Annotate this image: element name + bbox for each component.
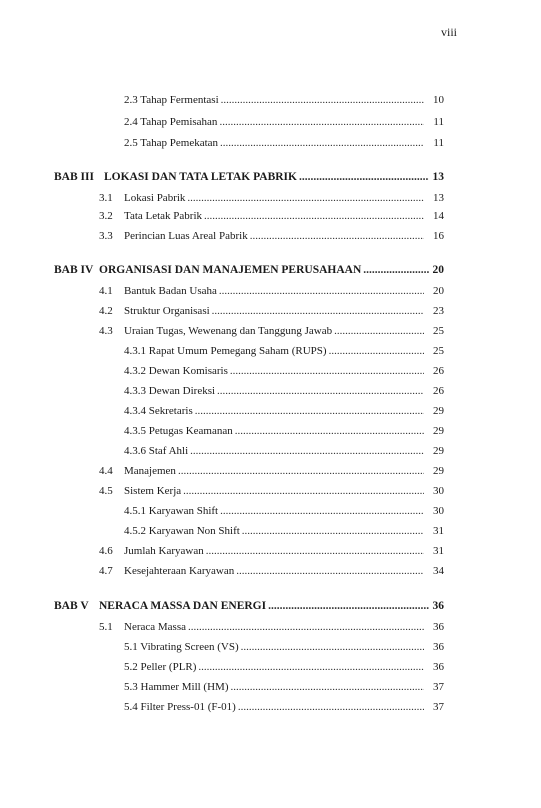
subsection-title: 4.3.3 Dewan Direksi <box>124 385 216 397</box>
page-ref: 36 <box>433 661 444 673</box>
section-title: Kesejahteraan Karyawan <box>124 565 235 577</box>
page-ref: 11 <box>433 116 444 128</box>
subsection-title: 4.3.2 Dewan Komisaris <box>124 365 228 377</box>
toc-subsection-entry <box>0 639 541 655</box>
subsection-title: 5.2 Peller (PLR) <box>124 661 197 673</box>
toc-subsection-entry <box>0 503 541 519</box>
toc-section-entry <box>0 208 541 224</box>
toc-section-entry <box>0 619 541 635</box>
section-title: Perincian Luas Areal Pabrik <box>124 230 248 242</box>
subsection-title: 4.3.5 Petugas Keamanan <box>124 425 233 437</box>
page-ref: 34 <box>433 565 444 577</box>
section-number: 4.1 <box>99 285 113 297</box>
page-ref: 36 <box>433 641 444 653</box>
dot-leader <box>219 283 424 299</box>
toc-subsection-entry <box>0 363 541 379</box>
dot-leader <box>217 383 424 399</box>
subsection-title: 5.3 Hammer Mill (HM) <box>124 681 229 693</box>
dot-leader <box>242 523 424 539</box>
page-ref: 23 <box>433 305 444 317</box>
subsection-title: 5.1 Vibrating Screen (VS) <box>124 641 239 653</box>
section-number: 4.2 <box>99 305 113 317</box>
section-title: Jumlah Karyawan <box>124 545 204 557</box>
page-ref: 37 <box>433 701 444 713</box>
page-ref: 31 <box>433 525 444 537</box>
toc-section-entry <box>0 463 541 479</box>
section-number: 4.6 <box>99 545 113 557</box>
page-ref: 13 <box>432 171 444 183</box>
chapter-number: BAB IV <box>54 264 94 276</box>
page-ref: 25 <box>433 345 444 357</box>
page-ref: 30 <box>433 505 444 517</box>
dot-leader <box>206 543 424 559</box>
dot-leader <box>238 699 424 715</box>
subsection-title: 4.5.2 Karyawan Non Shift <box>124 525 240 537</box>
dot-leader <box>268 598 429 614</box>
subsection-title: 4.3.4 Sekretaris <box>124 405 193 417</box>
page-ref: 29 <box>433 465 444 477</box>
section-number: 3.1 <box>99 192 113 204</box>
page-ref: 26 <box>433 385 444 397</box>
toc-section-entry <box>0 563 541 579</box>
dot-leader <box>334 323 424 339</box>
subsection-title: 4.5.1 Karyawan Shift <box>124 505 219 517</box>
toc-section-entry <box>0 323 541 339</box>
dot-leader <box>204 208 424 224</box>
dot-leader <box>188 619 424 635</box>
page-ref: 29 <box>433 405 444 417</box>
dot-leader <box>178 463 424 479</box>
toc-subsection-entry <box>0 659 541 675</box>
page-ref: 37 <box>433 681 444 693</box>
section-title: Struktur Organisasi <box>124 305 210 317</box>
toc-section-entry <box>0 283 541 299</box>
section-title: Neraca Massa <box>124 621 186 633</box>
section-number: 4.4 <box>99 465 113 477</box>
toc-chapter-entry <box>0 169 541 185</box>
page-ref: 20 <box>432 264 444 276</box>
section-number: 3.2 <box>99 210 113 222</box>
page-ref: 30 <box>433 485 444 497</box>
toc-subsection-entry <box>0 423 541 439</box>
page-ref: 29 <box>433 445 444 457</box>
dot-leader <box>220 503 424 519</box>
toc-chapter-entry <box>0 262 541 278</box>
dot-leader <box>329 343 424 359</box>
dot-leader <box>198 659 424 675</box>
section-title: Manajemen <box>124 465 176 477</box>
section-number: 4.3 <box>99 325 113 337</box>
toc-subsection-entry <box>0 523 541 539</box>
page-number: viii <box>440 25 457 39</box>
page-ref: 26 <box>433 365 444 377</box>
subsection-title: 2.4 Tahap Pemisahan <box>124 116 218 128</box>
page-ref: 14 <box>433 210 444 222</box>
section-title: Bantuk Badan Usaha <box>124 285 217 297</box>
chapter-title: ORGANISASI DAN MANAJEMEN PERUSAHAAN <box>99 264 362 276</box>
page-ref: 25 <box>433 325 444 337</box>
section-title: Uraian Tugas, Wewenang dan Tanggung Jawab <box>124 325 333 337</box>
dot-leader <box>241 639 424 655</box>
dot-leader <box>230 363 424 379</box>
dot-leader <box>250 228 424 244</box>
dot-leader <box>236 563 424 579</box>
page-ref: 36 <box>432 600 444 612</box>
subsection-title: 2.5 Tahap Pemekatan <box>124 137 219 149</box>
page-ref: 31 <box>433 545 444 557</box>
dot-leader <box>219 114 424 130</box>
toc-section-entry <box>0 483 541 499</box>
toc-subsection-entry <box>0 343 541 359</box>
toc-subsection-entry <box>0 114 541 130</box>
dot-leader <box>221 92 424 108</box>
dot-leader <box>235 423 424 439</box>
toc-subsection-entry <box>0 383 541 399</box>
toc-subsection-entry <box>0 403 541 419</box>
chapter-number: BAB V <box>54 600 89 612</box>
subsection-title: 4.3.6 Staf Ahli <box>124 445 189 457</box>
section-title: Tata Letak Pabrik <box>124 210 203 222</box>
toc-subsection-entry <box>0 699 541 715</box>
section-title: Lokasi Pabrik <box>124 192 186 204</box>
page-ref: 16 <box>433 230 444 242</box>
toc-section-entry <box>0 303 541 319</box>
section-number: 5.1 <box>99 621 113 633</box>
toc-section-entry <box>0 228 541 244</box>
page-ref: 11 <box>433 137 444 149</box>
dot-leader <box>183 483 424 499</box>
dot-leader <box>220 135 424 151</box>
dot-leader <box>230 679 424 695</box>
page-ref: 29 <box>433 425 444 437</box>
page-ref: 36 <box>433 621 444 633</box>
chapter-number: BAB III <box>54 171 94 183</box>
dot-leader <box>187 190 424 206</box>
section-title: Sistem Kerja <box>124 485 182 497</box>
section-number: 3.3 <box>99 230 113 242</box>
page-ref: 10 <box>433 94 444 106</box>
toc-subsection-entry <box>0 135 541 151</box>
page-ref: 20 <box>433 285 444 297</box>
section-number: 4.5 <box>99 485 113 497</box>
dot-leader <box>195 403 424 419</box>
subsection-title: 2.3 Tahap Fermentasi <box>124 94 219 106</box>
chapter-title: NERACA MASSA DAN ENERGI <box>99 600 267 612</box>
toc-subsection-entry <box>0 92 541 108</box>
toc-subsection-entry <box>0 679 541 695</box>
dot-leader <box>363 262 429 278</box>
toc-section-entry <box>0 543 541 559</box>
chapter-title: LOKASI DAN TATA LETAK PABRIK <box>104 171 297 183</box>
toc-section-entry <box>0 190 541 206</box>
dot-leader <box>299 169 429 185</box>
toc-chapter-entry <box>0 598 541 614</box>
section-number: 4.7 <box>99 565 113 577</box>
page-ref: 13 <box>433 192 444 204</box>
dot-leader <box>190 443 424 459</box>
subsection-title: 5.4 Filter Press-01 (F-01) <box>124 701 236 713</box>
toc-subsection-entry <box>0 443 541 459</box>
dot-leader <box>212 303 424 319</box>
subsection-title: 4.3.1 Rapat Umum Pemegang Saham (RUPS) <box>124 345 327 357</box>
